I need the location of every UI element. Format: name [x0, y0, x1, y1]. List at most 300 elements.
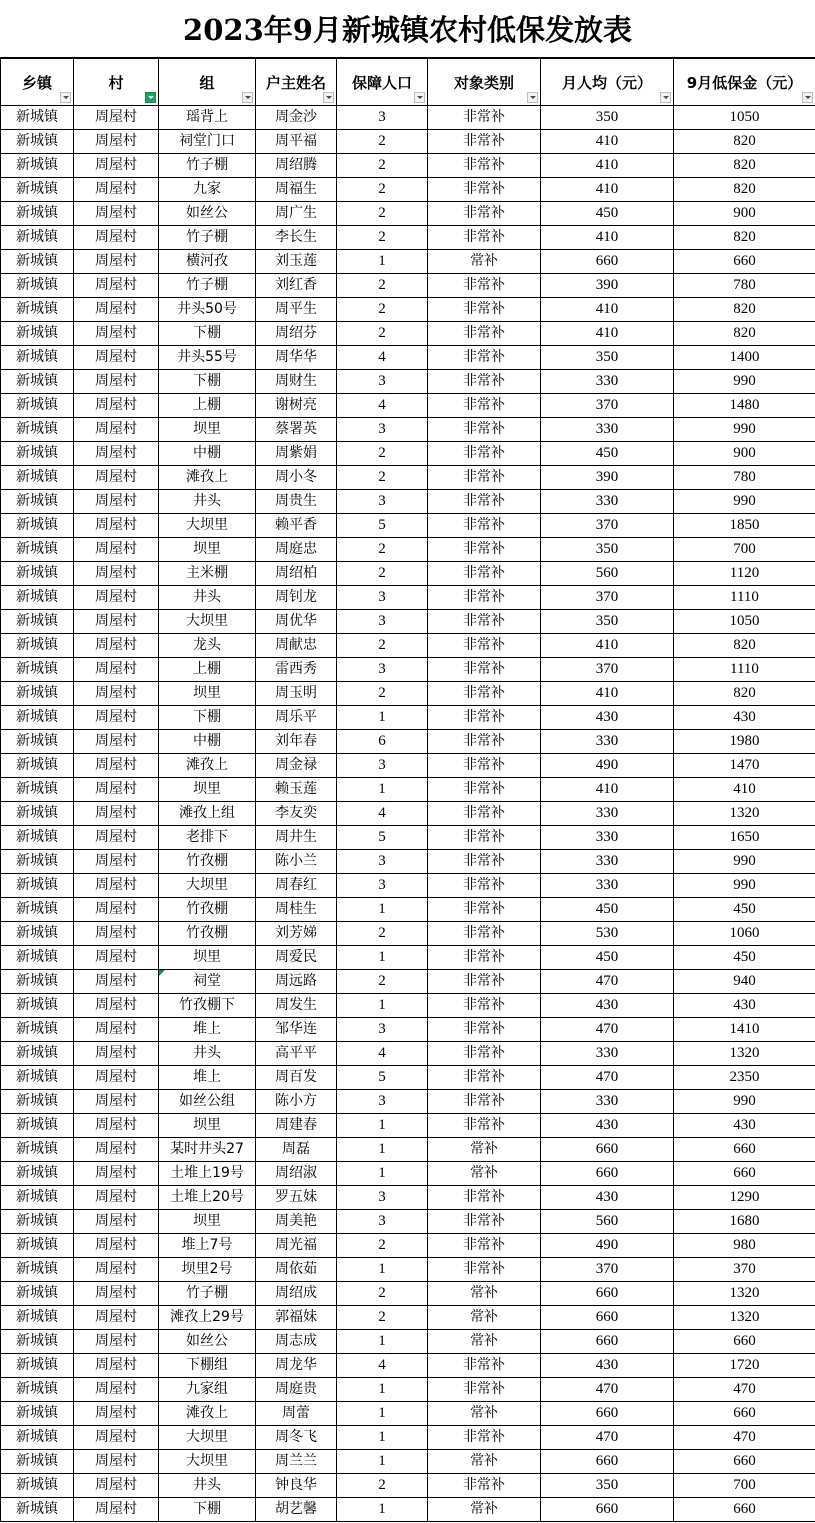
cell-category[interactable]: 非常补	[428, 274, 541, 298]
cell-covered-people[interactable]: 2	[337, 274, 428, 298]
cell-covered-people[interactable]: 1	[337, 1114, 428, 1138]
cell-village[interactable]: 周屋村	[74, 1474, 159, 1498]
cell-householder[interactable]: 周福生	[256, 178, 337, 202]
cell-covered-people[interactable]: 1	[337, 1258, 428, 1282]
cell-householder[interactable]: 周光福	[256, 1234, 337, 1258]
cell-township[interactable]: 新城镇	[1, 1042, 74, 1066]
cell-householder[interactable]: 陈小方	[256, 1090, 337, 1114]
cell-village[interactable]: 周屋村	[74, 1018, 159, 1042]
cell-monthly-per-capita[interactable]: 330	[541, 850, 674, 874]
cell-sept-allowance[interactable]: 470	[674, 1378, 815, 1402]
cell-category[interactable]: 非常补	[428, 994, 541, 1018]
cell-township[interactable]: 新城镇	[1, 994, 74, 1018]
cell-category[interactable]: 常补	[428, 1450, 541, 1474]
cell-village[interactable]: 周屋村	[74, 1162, 159, 1186]
cell-covered-people[interactable]: 2	[337, 226, 428, 250]
cell-township[interactable]: 新城镇	[1, 1234, 74, 1258]
cell-village[interactable]: 周屋村	[74, 130, 159, 154]
cell-sept-allowance[interactable]: 780	[674, 274, 815, 298]
cell-covered-people[interactable]: 2	[337, 442, 428, 466]
cell-monthly-per-capita[interactable]: 660	[541, 1306, 674, 1330]
cell-village[interactable]: 周屋村	[74, 538, 159, 562]
cell-township[interactable]: 新城镇	[1, 898, 74, 922]
cell-householder[interactable]: 蔡署英	[256, 418, 337, 442]
cell-covered-people[interactable]: 1	[337, 250, 428, 274]
cell-covered-people[interactable]: 3	[337, 1186, 428, 1210]
cell-householder[interactable]: 谢树亮	[256, 394, 337, 418]
cell-village[interactable]: 周屋村	[74, 226, 159, 250]
cell-township[interactable]: 新城镇	[1, 490, 74, 514]
cell-category[interactable]: 常补	[428, 1306, 541, 1330]
cell-covered-people[interactable]: 3	[337, 658, 428, 682]
cell-village[interactable]: 周屋村	[74, 1306, 159, 1330]
cell-group[interactable]: 瑶背上	[159, 106, 256, 130]
cell-group[interactable]: 竹孜棚下	[159, 994, 256, 1018]
cell-sept-allowance[interactable]: 900	[674, 202, 815, 226]
cell-category[interactable]: 常补	[428, 1498, 541, 1522]
cell-covered-people[interactable]: 2	[337, 562, 428, 586]
cell-monthly-per-capita[interactable]: 350	[541, 1474, 674, 1498]
cell-householder[interactable]: 李长生	[256, 226, 337, 250]
cell-village[interactable]: 周屋村	[74, 562, 159, 586]
cell-category[interactable]: 非常补	[428, 538, 541, 562]
cell-category[interactable]: 非常补	[428, 1234, 541, 1258]
cell-township[interactable]: 新城镇	[1, 1114, 74, 1138]
cell-householder[interactable]: 罗五妹	[256, 1186, 337, 1210]
cell-group[interactable]: 如丝公组	[159, 1090, 256, 1114]
cell-category[interactable]: 非常补	[428, 1018, 541, 1042]
cell-householder[interactable]: 周磊	[256, 1138, 337, 1162]
cell-householder[interactable]: 周金禄	[256, 754, 337, 778]
cell-sept-allowance[interactable]: 700	[674, 538, 815, 562]
cell-category[interactable]: 非常补	[428, 754, 541, 778]
cell-group[interactable]: 坝里	[159, 946, 256, 970]
cell-householder[interactable]: 周兰兰	[256, 1450, 337, 1474]
cell-group[interactable]: 大坝里	[159, 514, 256, 538]
cell-monthly-per-capita[interactable]: 450	[541, 898, 674, 922]
cell-covered-people[interactable]: 5	[337, 826, 428, 850]
cell-householder[interactable]: 刘芳娣	[256, 922, 337, 946]
cell-monthly-per-capita[interactable]: 660	[541, 1450, 674, 1474]
cell-category[interactable]: 常补	[428, 250, 541, 274]
cell-village[interactable]: 周屋村	[74, 802, 159, 826]
cell-village[interactable]: 周屋村	[74, 154, 159, 178]
cell-covered-people[interactable]: 2	[337, 1474, 428, 1498]
cell-village[interactable]: 周屋村	[74, 1426, 159, 1450]
cell-village[interactable]: 周屋村	[74, 202, 159, 226]
cell-covered-people[interactable]: 3	[337, 106, 428, 130]
cell-covered-people[interactable]: 3	[337, 490, 428, 514]
cell-sept-allowance[interactable]: 820	[674, 130, 815, 154]
cell-monthly-per-capita[interactable]: 450	[541, 946, 674, 970]
cell-township[interactable]: 新城镇	[1, 1330, 74, 1354]
cell-sept-allowance[interactable]: 940	[674, 970, 815, 994]
cell-village[interactable]: 周屋村	[74, 1114, 159, 1138]
cell-group[interactable]: 竹子棚	[159, 1282, 256, 1306]
cell-monthly-per-capita[interactable]: 470	[541, 970, 674, 994]
cell-group[interactable]: 坝里	[159, 1210, 256, 1234]
cell-covered-people[interactable]: 4	[337, 1354, 428, 1378]
cell-category[interactable]: 非常补	[428, 346, 541, 370]
cell-covered-people[interactable]: 2	[337, 1234, 428, 1258]
cell-group[interactable]: 竹孜棚	[159, 850, 256, 874]
cell-township[interactable]: 新城镇	[1, 178, 74, 202]
cell-covered-people[interactable]: 3	[337, 418, 428, 442]
cell-sept-allowance[interactable]: 660	[674, 1402, 815, 1426]
cell-township[interactable]: 新城镇	[1, 130, 74, 154]
cell-group[interactable]: 竹孜棚	[159, 898, 256, 922]
cell-covered-people[interactable]: 2	[337, 202, 428, 226]
cell-sept-allowance[interactable]: 430	[674, 994, 815, 1018]
cell-sept-allowance[interactable]: 1320	[674, 802, 815, 826]
cell-township[interactable]: 新城镇	[1, 250, 74, 274]
cell-category[interactable]: 非常补	[428, 514, 541, 538]
cell-category[interactable]: 非常补	[428, 802, 541, 826]
cell-householder[interactable]: 刘年春	[256, 730, 337, 754]
cell-category[interactable]: 非常补	[428, 682, 541, 706]
cell-householder[interactable]: 周爱民	[256, 946, 337, 970]
cell-township[interactable]: 新城镇	[1, 346, 74, 370]
cell-householder[interactable]: 周献忠	[256, 634, 337, 658]
cell-township[interactable]: 新城镇	[1, 970, 74, 994]
cell-covered-people[interactable]: 1	[337, 1378, 428, 1402]
cell-sept-allowance[interactable]: 700	[674, 1474, 815, 1498]
cell-village[interactable]: 周屋村	[74, 946, 159, 970]
cell-monthly-per-capita[interactable]: 660	[541, 1498, 674, 1522]
cell-group[interactable]: 下棚	[159, 1498, 256, 1522]
cell-group[interactable]: 龙头	[159, 634, 256, 658]
cell-covered-people[interactable]: 2	[337, 130, 428, 154]
cell-monthly-per-capita[interactable]: 660	[541, 1402, 674, 1426]
cell-monthly-per-capita[interactable]: 490	[541, 754, 674, 778]
cell-monthly-per-capita[interactable]: 660	[541, 1282, 674, 1306]
cell-monthly-per-capita[interactable]: 330	[541, 802, 674, 826]
cell-township[interactable]: 新城镇	[1, 634, 74, 658]
cell-sept-allowance[interactable]: 1680	[674, 1210, 815, 1234]
cell-monthly-per-capita[interactable]: 450	[541, 202, 674, 226]
cell-householder[interactable]: 周财生	[256, 370, 337, 394]
cell-township[interactable]: 新城镇	[1, 922, 74, 946]
cell-sept-allowance[interactable]: 410	[674, 778, 815, 802]
cell-township[interactable]: 新城镇	[1, 1258, 74, 1282]
cell-township[interactable]: 新城镇	[1, 202, 74, 226]
cell-village[interactable]: 周屋村	[74, 1402, 159, 1426]
cell-township[interactable]: 新城镇	[1, 1378, 74, 1402]
cell-township[interactable]: 新城镇	[1, 1066, 74, 1090]
cell-sept-allowance[interactable]: 1110	[674, 586, 815, 610]
cell-covered-people[interactable]: 2	[337, 1306, 428, 1330]
cell-village[interactable]: 周屋村	[74, 1450, 159, 1474]
cell-group[interactable]: 某时井头27	[159, 1138, 256, 1162]
cell-monthly-per-capita[interactable]: 660	[541, 1138, 674, 1162]
cell-householder[interactable]: 周庭忠	[256, 538, 337, 562]
cell-monthly-per-capita[interactable]: 330	[541, 1042, 674, 1066]
cell-sept-allowance[interactable]: 660	[674, 1162, 815, 1186]
cell-village[interactable]: 周屋村	[74, 682, 159, 706]
cell-covered-people[interactable]: 3	[337, 610, 428, 634]
cell-covered-people[interactable]: 2	[337, 298, 428, 322]
cell-village[interactable]: 周屋村	[74, 1330, 159, 1354]
cell-category[interactable]: 非常补	[428, 226, 541, 250]
cell-householder[interactable]: 刘玉莲	[256, 250, 337, 274]
cell-sept-allowance[interactable]: 990	[674, 1090, 815, 1114]
cell-group[interactable]: 井头50号	[159, 298, 256, 322]
cell-category[interactable]: 非常补	[428, 1090, 541, 1114]
cell-sept-allowance[interactable]: 1720	[674, 1354, 815, 1378]
cell-village[interactable]: 周屋村	[74, 778, 159, 802]
cell-householder[interactable]: 周贵生	[256, 490, 337, 514]
cell-group[interactable]: 井头	[159, 586, 256, 610]
cell-village[interactable]: 周屋村	[74, 1186, 159, 1210]
cell-householder[interactable]: 周美艳	[256, 1210, 337, 1234]
cell-group[interactable]: 九家组	[159, 1378, 256, 1402]
cell-category[interactable]: 非常补	[428, 1186, 541, 1210]
cell-group[interactable]: 上棚	[159, 394, 256, 418]
cell-monthly-per-capita[interactable]: 410	[541, 322, 674, 346]
cell-category[interactable]: 非常补	[428, 178, 541, 202]
cell-monthly-per-capita[interactable]: 660	[541, 1162, 674, 1186]
cell-group[interactable]: 滩孜上组	[159, 802, 256, 826]
cell-township[interactable]: 新城镇	[1, 1306, 74, 1330]
cell-sept-allowance[interactable]: 1290	[674, 1186, 815, 1210]
cell-householder[interactable]: 赖平香	[256, 514, 337, 538]
cell-monthly-per-capita[interactable]: 430	[541, 994, 674, 1018]
cell-group[interactable]: 滩孜上	[159, 466, 256, 490]
cell-category[interactable]: 非常补	[428, 130, 541, 154]
cell-village[interactable]: 周屋村	[74, 922, 159, 946]
cell-covered-people[interactable]: 2	[337, 922, 428, 946]
cell-category[interactable]: 非常补	[428, 586, 541, 610]
cell-category[interactable]: 常补	[428, 1162, 541, 1186]
cell-village[interactable]: 周屋村	[74, 970, 159, 994]
cell-covered-people[interactable]: 1	[337, 1426, 428, 1450]
cell-village[interactable]: 周屋村	[74, 466, 159, 490]
cell-sept-allowance[interactable]: 1980	[674, 730, 815, 754]
cell-householder[interactable]: 周平生	[256, 298, 337, 322]
cell-group[interactable]: 滩孜上	[159, 754, 256, 778]
cell-householder[interactable]: 周优华	[256, 610, 337, 634]
cell-householder[interactable]: 周发生	[256, 994, 337, 1018]
cell-village[interactable]: 周屋村	[74, 418, 159, 442]
cell-category[interactable]: 非常补	[428, 850, 541, 874]
cell-township[interactable]: 新城镇	[1, 442, 74, 466]
cell-householder[interactable]: 周井生	[256, 826, 337, 850]
cell-category[interactable]: 非常补	[428, 874, 541, 898]
cell-covered-people[interactable]: 4	[337, 346, 428, 370]
cell-township[interactable]: 新城镇	[1, 1282, 74, 1306]
cell-covered-people[interactable]: 4	[337, 1042, 428, 1066]
cell-category[interactable]: 非常补	[428, 778, 541, 802]
cell-village[interactable]: 周屋村	[74, 658, 159, 682]
cell-sept-allowance[interactable]: 820	[674, 298, 815, 322]
cell-monthly-per-capita[interactable]: 410	[541, 298, 674, 322]
cell-township[interactable]: 新城镇	[1, 226, 74, 250]
cell-group[interactable]: 井头55号	[159, 346, 256, 370]
cell-covered-people[interactable]: 1	[337, 1138, 428, 1162]
cell-group[interactable]: 土堆上19号	[159, 1162, 256, 1186]
cell-township[interactable]: 新城镇	[1, 514, 74, 538]
cell-covered-people[interactable]: 2	[337, 634, 428, 658]
cell-householder[interactable]: 邹华连	[256, 1018, 337, 1042]
cell-township[interactable]: 新城镇	[1, 1354, 74, 1378]
cell-monthly-per-capita[interactable]: 450	[541, 442, 674, 466]
cell-sept-allowance[interactable]: 990	[674, 874, 815, 898]
cell-householder[interactable]: 周金沙	[256, 106, 337, 130]
cell-category[interactable]: 非常补	[428, 970, 541, 994]
cell-monthly-per-capita[interactable]: 470	[541, 1018, 674, 1042]
cell-sept-allowance[interactable]: 1060	[674, 922, 815, 946]
cell-township[interactable]: 新城镇	[1, 754, 74, 778]
filter-dropdown-icon[interactable]	[323, 92, 334, 103]
cell-householder[interactable]: 周广生	[256, 202, 337, 226]
cell-category[interactable]: 非常补	[428, 922, 541, 946]
cell-village[interactable]: 周屋村	[74, 1210, 159, 1234]
cell-monthly-per-capita[interactable]: 330	[541, 1090, 674, 1114]
cell-township[interactable]: 新城镇	[1, 1138, 74, 1162]
cell-monthly-per-capita[interactable]: 370	[541, 394, 674, 418]
cell-householder[interactable]: 周平福	[256, 130, 337, 154]
cell-township[interactable]: 新城镇	[1, 1474, 74, 1498]
cell-group[interactable]: 坝里	[159, 538, 256, 562]
cell-monthly-per-capita[interactable]: 330	[541, 730, 674, 754]
cell-group[interactable]: 竹子棚	[159, 274, 256, 298]
cell-group[interactable]: 坝里2号	[159, 1258, 256, 1282]
cell-group[interactable]: 主米棚	[159, 562, 256, 586]
cell-sept-allowance[interactable]: 2350	[674, 1066, 815, 1090]
cell-group[interactable]: 下棚	[159, 706, 256, 730]
cell-monthly-per-capita[interactable]: 370	[541, 514, 674, 538]
cell-group[interactable]: 大坝里	[159, 610, 256, 634]
cell-sept-allowance[interactable]: 1120	[674, 562, 815, 586]
cell-group[interactable]: 大坝里	[159, 1426, 256, 1450]
cell-group[interactable]: 坝里	[159, 682, 256, 706]
cell-village[interactable]: 周屋村	[74, 586, 159, 610]
cell-village[interactable]: 周屋村	[74, 178, 159, 202]
cell-township[interactable]: 新城镇	[1, 298, 74, 322]
cell-sept-allowance[interactable]: 990	[674, 418, 815, 442]
cell-category[interactable]: 非常补	[428, 610, 541, 634]
cell-category[interactable]: 非常补	[428, 418, 541, 442]
cell-township[interactable]: 新城镇	[1, 466, 74, 490]
cell-monthly-per-capita[interactable]: 430	[541, 1354, 674, 1378]
cell-householder[interactable]: 周建春	[256, 1114, 337, 1138]
cell-monthly-per-capita[interactable]: 330	[541, 370, 674, 394]
cell-township[interactable]: 新城镇	[1, 874, 74, 898]
cell-category[interactable]: 非常补	[428, 1042, 541, 1066]
cell-category[interactable]: 非常补	[428, 1066, 541, 1090]
cell-township[interactable]: 新城镇	[1, 1210, 74, 1234]
cell-category[interactable]: 非常补	[428, 1258, 541, 1282]
cell-group[interactable]: 土堆上20号	[159, 1186, 256, 1210]
cell-township[interactable]: 新城镇	[1, 658, 74, 682]
cell-group[interactable]: 祠堂	[159, 970, 256, 994]
cell-village[interactable]: 周屋村	[74, 826, 159, 850]
cell-householder[interactable]: 郭福妹	[256, 1306, 337, 1330]
cell-group[interactable]: 中棚	[159, 730, 256, 754]
cell-category[interactable]: 非常补	[428, 1354, 541, 1378]
cell-sept-allowance[interactable]: 980	[674, 1234, 815, 1258]
cell-covered-people[interactable]: 4	[337, 394, 428, 418]
cell-covered-people[interactable]: 3	[337, 1018, 428, 1042]
cell-sept-allowance[interactable]: 450	[674, 898, 815, 922]
cell-township[interactable]: 新城镇	[1, 946, 74, 970]
cell-covered-people[interactable]: 2	[337, 682, 428, 706]
cell-village[interactable]: 周屋村	[74, 1234, 159, 1258]
cell-householder[interactable]: 周玉明	[256, 682, 337, 706]
cell-village[interactable]: 周屋村	[74, 1498, 159, 1522]
cell-covered-people[interactable]: 2	[337, 178, 428, 202]
cell-householder[interactable]: 周远路	[256, 970, 337, 994]
cell-sept-allowance[interactable]: 430	[674, 706, 815, 730]
cell-category[interactable]: 非常补	[428, 562, 541, 586]
cell-township[interactable]: 新城镇	[1, 850, 74, 874]
cell-township[interactable]: 新城镇	[1, 1450, 74, 1474]
cell-village[interactable]: 周屋村	[74, 250, 159, 274]
cell-sept-allowance[interactable]: 820	[674, 634, 815, 658]
cell-category[interactable]: 非常补	[428, 442, 541, 466]
filter-dropdown-icon[interactable]	[802, 92, 813, 103]
cell-category[interactable]: 非常补	[428, 298, 541, 322]
cell-monthly-per-capita[interactable]: 490	[541, 1234, 674, 1258]
cell-householder[interactable]: 周绍柏	[256, 562, 337, 586]
cell-village[interactable]: 周屋村	[74, 370, 159, 394]
cell-group[interactable]: 堆上	[159, 1066, 256, 1090]
cell-householder[interactable]: 周依茹	[256, 1258, 337, 1282]
cell-group[interactable]: 井头	[159, 1474, 256, 1498]
cell-sept-allowance[interactable]: 820	[674, 178, 815, 202]
cell-group[interactable]: 横河孜	[159, 250, 256, 274]
cell-group[interactable]: 滩孜上	[159, 1402, 256, 1426]
cell-householder[interactable]: 周绍芬	[256, 322, 337, 346]
filter-dropdown-icon[interactable]	[527, 92, 538, 103]
cell-township[interactable]: 新城镇	[1, 538, 74, 562]
cell-covered-people[interactable]: 2	[337, 538, 428, 562]
cell-monthly-per-capita[interactable]: 470	[541, 1426, 674, 1450]
cell-monthly-per-capita[interactable]: 410	[541, 130, 674, 154]
cell-township[interactable]: 新城镇	[1, 802, 74, 826]
cell-sept-allowance[interactable]: 1410	[674, 1018, 815, 1042]
cell-category[interactable]: 非常补	[428, 1114, 541, 1138]
cell-monthly-per-capita[interactable]: 560	[541, 562, 674, 586]
cell-group[interactable]: 下棚	[159, 322, 256, 346]
cell-monthly-per-capita[interactable]: 350	[541, 106, 674, 130]
cell-sept-allowance[interactable]: 470	[674, 1426, 815, 1450]
cell-village[interactable]: 周屋村	[74, 394, 159, 418]
cell-group[interactable]: 老排下	[159, 826, 256, 850]
cell-monthly-per-capita[interactable]: 330	[541, 418, 674, 442]
cell-group[interactable]: 竹孜棚	[159, 922, 256, 946]
cell-group[interactable]: 竹子棚	[159, 154, 256, 178]
cell-covered-people[interactable]: 3	[337, 1210, 428, 1234]
cell-householder[interactable]: 刘红香	[256, 274, 337, 298]
cell-householder[interactable]: 钟良华	[256, 1474, 337, 1498]
cell-monthly-per-capita[interactable]: 470	[541, 1066, 674, 1090]
cell-village[interactable]: 周屋村	[74, 706, 159, 730]
cell-township[interactable]: 新城镇	[1, 778, 74, 802]
cell-category[interactable]: 非常补	[428, 466, 541, 490]
cell-monthly-per-capita[interactable]: 430	[541, 1186, 674, 1210]
cell-covered-people[interactable]: 2	[337, 1282, 428, 1306]
cell-township[interactable]: 新城镇	[1, 1426, 74, 1450]
cell-sept-allowance[interactable]: 1110	[674, 658, 815, 682]
cell-village[interactable]: 周屋村	[74, 1138, 159, 1162]
cell-covered-people[interactable]: 1	[337, 1330, 428, 1354]
cell-sept-allowance[interactable]: 1320	[674, 1042, 815, 1066]
cell-village[interactable]: 周屋村	[74, 274, 159, 298]
cell-category[interactable]: 非常补	[428, 1474, 541, 1498]
cell-township[interactable]: 新城镇	[1, 370, 74, 394]
cell-village[interactable]: 周屋村	[74, 1042, 159, 1066]
